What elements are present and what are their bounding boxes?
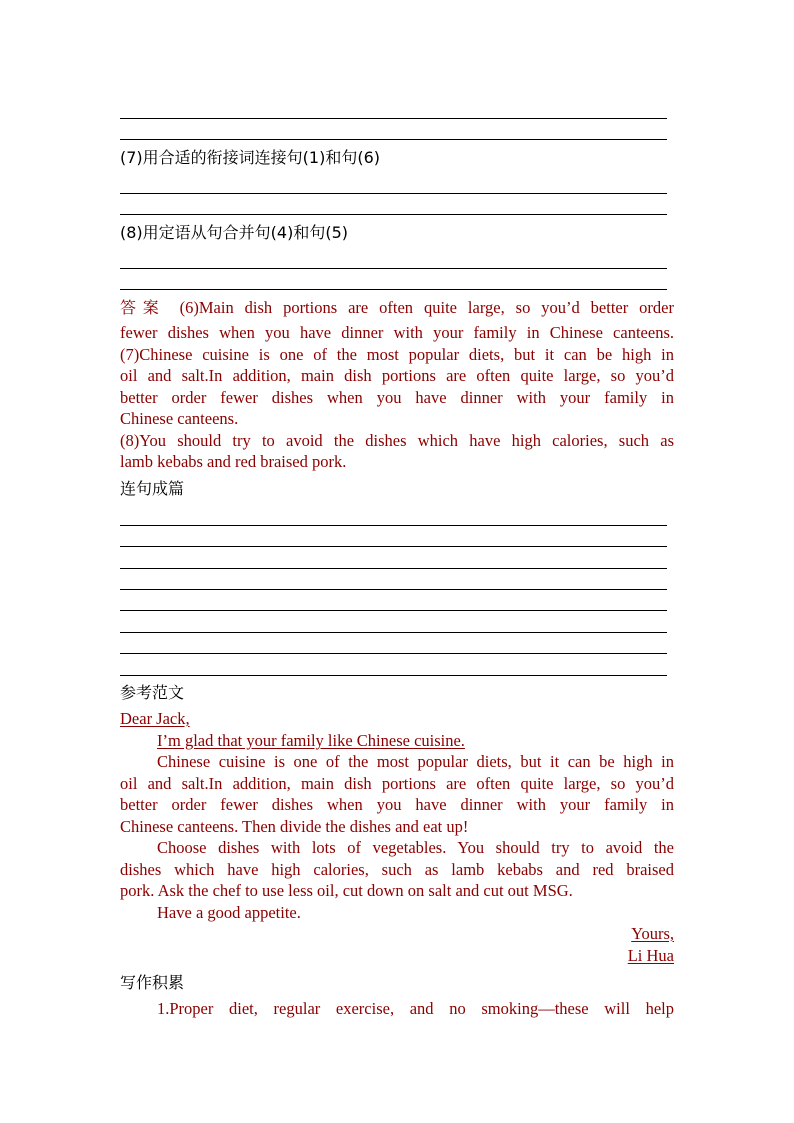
answer-line	[120, 297, 674, 318]
essay-line: pork. Ask the chef to use less oil, cut down on salt and cut out MSG.	[120, 881, 573, 900]
answer-line: better order fewer dishes when you have dinner with your family in	[120, 388, 674, 407]
answer-rule	[120, 118, 667, 119]
answer-rule	[120, 214, 667, 215]
writing-rule	[120, 675, 667, 676]
essay-line: Choose dishes with lots of vegetables. You should try to avoid the	[157, 838, 674, 857]
answer-line: Chinese canteens.	[120, 409, 239, 428]
writing-rule	[120, 653, 667, 654]
essay-line: Have a good appetite.	[157, 903, 301, 922]
opening-text: I’m glad that your family like Chinese cuisine.	[157, 731, 465, 750]
essay-line: Chinese cuisine is one of the most popular diets, but it can be high in	[157, 752, 674, 771]
signature	[120, 945, 674, 966]
closing-text: Yours,	[631, 924, 674, 943]
answer-rule	[120, 139, 667, 140]
writing-rule	[120, 568, 667, 569]
essay-line: oil and salt.In addition, main dish portions are often quite large, so you’d	[120, 774, 674, 793]
writing-rule	[120, 610, 667, 611]
writing-rule	[120, 546, 667, 547]
accumulation-heading: 写作积累	[120, 973, 185, 992]
task-8-prompt: (8)用定语从句合并句(4)和句(5)	[120, 223, 348, 242]
answer-line: (8)You should try to avoid the dishes which have high calories, such as	[120, 431, 674, 450]
salutation: Dear Jack,	[120, 709, 190, 728]
opening-sentence	[120, 730, 674, 751]
accumulation-item: 1.Proper diet, regular exercise, and no smoking—these will help	[157, 999, 674, 1018]
answer-line: lamb kebabs and red braised pork.	[120, 452, 347, 471]
writing-rule	[120, 525, 667, 526]
answer-rule	[120, 193, 667, 194]
writing-rule	[120, 589, 667, 590]
task-7-prompt: (7)用合适的衔接词连接句(1)和句(6)	[120, 148, 380, 167]
writing-rule	[120, 632, 667, 633]
answer-line: oil and salt.In addition, main dish portions are often quite large, so you’d	[120, 366, 674, 385]
sample-heading: 参考范文	[120, 683, 185, 702]
essay-line: dishes which have high calories, such as lamb kebabs and red braised	[120, 860, 674, 879]
essay-line: better order fewer dishes when you have dinner with your family in	[120, 795, 674, 814]
answer-line: (7)Chinese cuisine is one of the most popular diets, but it can be high in	[120, 345, 674, 364]
answer-line: fewer dishes when you have dinner with your family in Chinese canteens.	[120, 323, 674, 342]
answer-text: (6)Main dish portions are often quite large, so you’d better order	[179, 298, 674, 317]
closing	[120, 923, 674, 944]
answer-rule	[120, 289, 667, 290]
section-heading: 连句成篇	[120, 479, 185, 498]
essay-line: Chinese canteens. Then divide the dishes and eat up!	[120, 817, 469, 836]
answer-label: 答案	[120, 298, 166, 317]
answer-rule	[120, 268, 667, 269]
signature-text: Li Hua	[627, 946, 674, 965]
